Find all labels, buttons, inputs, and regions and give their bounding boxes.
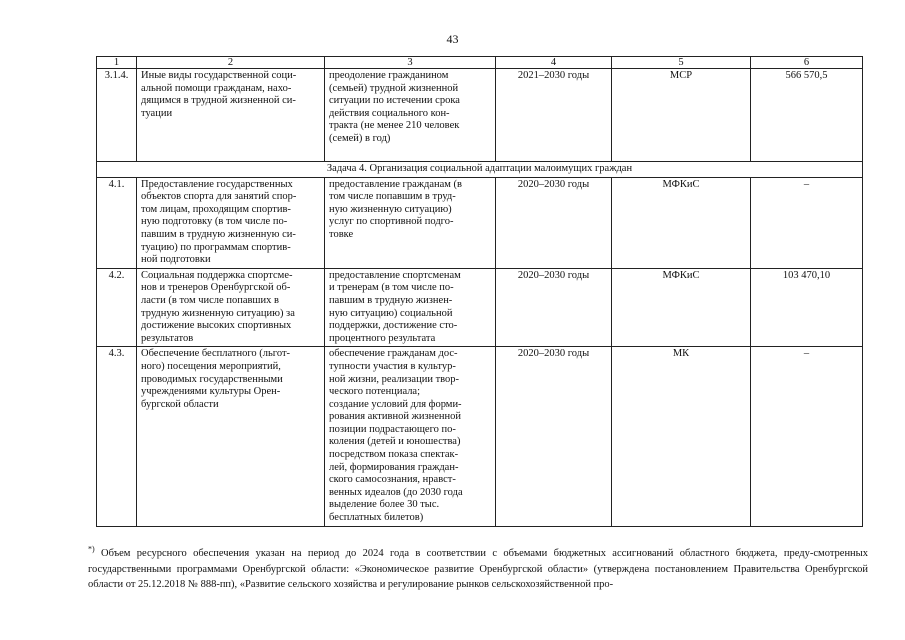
measure-text: Иные виды государственной соци- альной помощи гражданам, нахо- дящимся в трудной жизненной си- туации [141, 70, 297, 119]
measure-name [137, 69, 325, 162]
implementation-period: 2020–2030 годы [496, 347, 612, 526]
implementation-period: 2020–2030 годы [496, 177, 612, 268]
table-row [97, 177, 863, 268]
column-number-2: 2 [137, 57, 325, 69]
expected-result [325, 177, 496, 268]
table-row [97, 69, 863, 162]
column-number-1: 1 [97, 57, 137, 69]
result-text: преодоление гражданином (семьей) трудной жизненной ситуации по истечении срока действия социального кон- тракта (не менее 210 человек (семей) в год) [329, 70, 460, 144]
funding-amount: – [751, 347, 863, 526]
footnote-marker: *) [88, 544, 95, 554]
table-row [97, 268, 863, 347]
row-number: 4.3. [97, 347, 137, 526]
funding-amount: 566 570,5 [751, 69, 863, 162]
page-number: 43 [446, 32, 459, 46]
column-number-6: 6 [751, 57, 863, 69]
row-number: 3.1.4. [97, 69, 137, 162]
footnote-text: Объем ресурсного обеспечения указан на период до 2024 года в соответствии с объемами бюджетных ассигнований областного бюджета, преду-смотренных государственными программами Оренбургской области: «Экономическое развитие Оренбургской области» (утверждена постановлением Правительства Оренбургской области от 25.12.2018 № 888-пп), «Развитие сельского хозяйства и регулирование рынков сельскохозяйственной про- [88, 548, 868, 590]
measure-name [137, 268, 325, 347]
measure-text: Предоставление государственных объектов спорта для занятий спор- том лицам, проходящим спортив- ную подготовку (в том числе по- павшим в трудную жизненную си- туацию) по программам спортив- ной подготовки [141, 178, 297, 266]
column-number-5: 5 [612, 57, 751, 69]
measure-name [137, 177, 325, 268]
funding-amount: – [751, 177, 863, 268]
responsible-executor: МФКиС [612, 177, 751, 268]
task-heading: Задача 4. Организация социальной адаптации малоимущих граждан [97, 162, 863, 178]
responsible-executor: МК [612, 347, 751, 526]
column-number-3: 3 [325, 57, 496, 69]
column-number-4: 4 [496, 57, 612, 69]
responsible-executor: МФКиС [612, 268, 751, 347]
expected-result [325, 268, 496, 347]
measure-text: Обеспечение бесплатного (льгот- ного) посещения мероприятий, проводимых государственными учреждениями культуры Орен- бургской области [141, 348, 291, 410]
measure-text: Социальная поддержка спортсме- нов и тренеров Оренбургской об- ласти (в том числе попавших в трудную жизненную ситуацию) за достижение высоких спортивных результатов [141, 269, 295, 344]
measure-name [137, 347, 325, 526]
result-text: обеспечение гражданам дос- тупности участия в культур- ной жизни, реализации твор- ческого потенциала; создание условий для форми- рования активной жизненной позиции подрастающего по- коления (детей и юношества) посредством показа спектак- лей, формирования граждан- ского самосознания, нравст- венных идеалов (до 2030 года выделение более 30 тыс. бесплатных билетов) [329, 348, 463, 524]
row-number: 4.2. [97, 268, 137, 347]
responsible-executor: МСР [612, 69, 751, 162]
result-text: предоставление спортсменам и тренерам (в том числе по- павшим в трудную жизнен- ную ситуацию) социальной поддержки, достижение сто- процентного результата [329, 269, 461, 344]
expected-result [325, 347, 496, 526]
result-text: предоставление гражданам (в том числе попавшим в труд- ную жизненную ситуацию) услуг по спортивной подго- товке [329, 178, 463, 240]
footnote [88, 546, 868, 593]
funding-amount: 103 470,10 [751, 268, 863, 347]
implementation-period: 2021–2030 годы [496, 69, 612, 162]
table-row [97, 347, 863, 526]
task-row [97, 162, 863, 178]
implementation-period: 2020–2030 годы [496, 268, 612, 347]
column-numbers-row [97, 57, 863, 69]
measures-table [96, 56, 863, 527]
row-number: 4.1. [97, 177, 137, 268]
expected-result [325, 69, 496, 162]
